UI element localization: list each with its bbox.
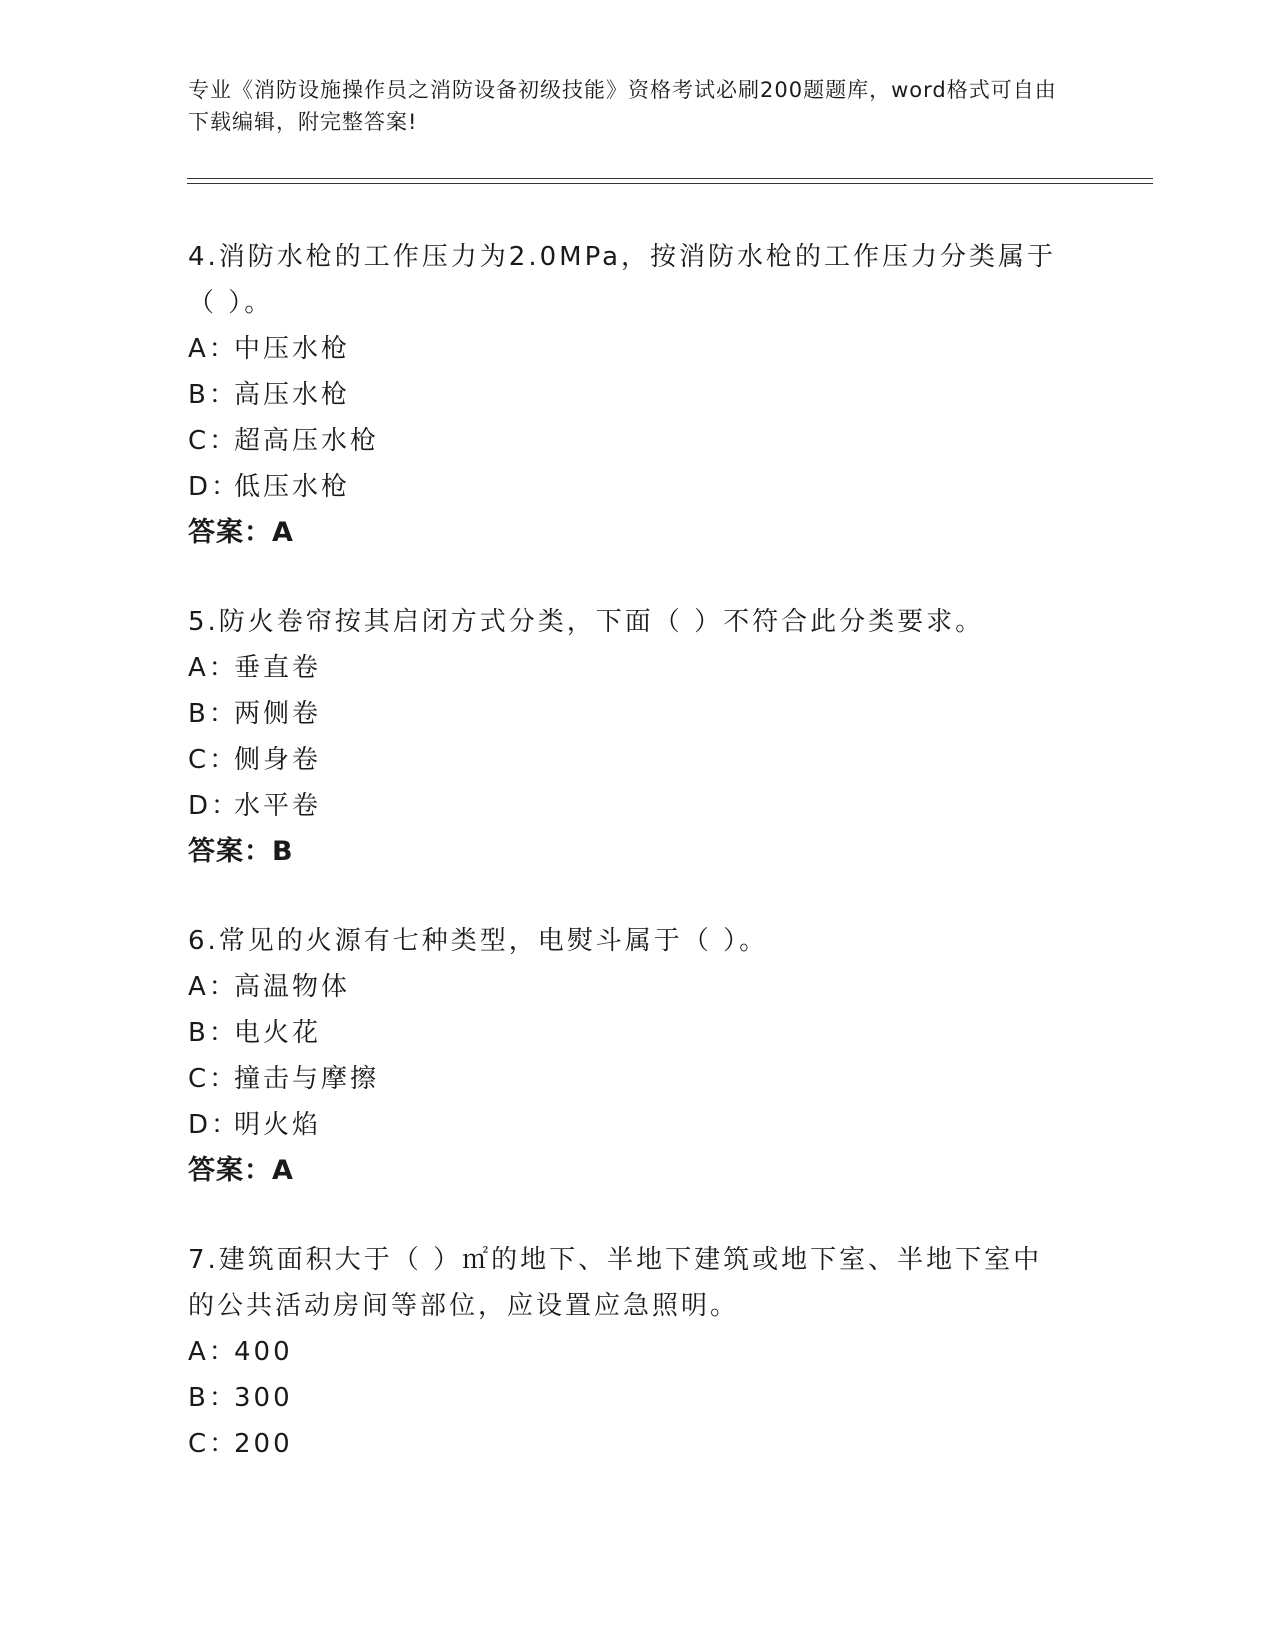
question-stem: 6.常见的火源有七种类型，电熨斗属于（ ）。	[188, 926, 769, 956]
option-text: 400	[234, 1337, 293, 1367]
option-text: 明火焰	[234, 1110, 322, 1140]
option-key: B：	[188, 699, 238, 729]
option-c	[188, 418, 1068, 464]
option-key: D：	[188, 791, 241, 821]
option-key: C：	[188, 1429, 239, 1459]
option-key: A：	[188, 334, 238, 364]
option-key: D：	[188, 472, 241, 502]
option-text: 高温物体	[234, 972, 351, 1002]
answer-line: 答案：A	[188, 517, 294, 548]
option-b	[188, 372, 1068, 418]
question-stem: 4.消防水枪的工作压力为2.0MPa，按消防水枪的工作压力分类属于（ ）。	[188, 242, 1057, 318]
option-text: 两侧卷	[234, 699, 322, 729]
option-a	[188, 326, 1068, 372]
option-key: B：	[188, 380, 238, 410]
option-key: C：	[188, 745, 239, 775]
answer-line: 答案：A	[188, 1155, 294, 1186]
option-text: 低压水枪	[234, 472, 351, 502]
question-4	[188, 234, 1068, 556]
option-key: C：	[188, 426, 239, 456]
option-c	[188, 1421, 1068, 1467]
option-text: 电火花	[234, 1018, 322, 1048]
option-key: B：	[188, 1383, 238, 1413]
option-text: 撞击与摩擦	[234, 1064, 380, 1094]
option-text: 侧身卷	[234, 745, 322, 775]
option-a	[188, 964, 1068, 1010]
option-d	[188, 783, 1068, 829]
option-text: 超高压水枪	[234, 426, 380, 456]
option-c	[188, 737, 1068, 783]
option-d	[188, 464, 1068, 510]
option-a	[188, 645, 1068, 691]
option-b	[188, 691, 1068, 737]
option-key: B：	[188, 1018, 238, 1048]
option-key: A：	[188, 1337, 238, 1367]
header-divider-bottom	[187, 183, 1153, 184]
document-header: 专业《消防设施操作员之消防设备初级技能》资格考试必刷200题题库，word格式可自由下载编辑，附完整答案!	[188, 78, 1057, 134]
option-key: C：	[188, 1064, 239, 1094]
answer-line: 答案：B	[188, 836, 294, 867]
option-d	[188, 1102, 1068, 1148]
option-key: A：	[188, 972, 238, 1002]
option-text: 垂直卷	[234, 653, 322, 683]
option-b	[188, 1010, 1068, 1056]
option-key: A：	[188, 653, 238, 683]
question-stem: 5.防火卷帘按其启闭方式分类，下面（ ）不符合此分类要求。	[188, 607, 985, 637]
header-divider-top	[187, 178, 1153, 179]
option-text: 高压水枪	[234, 380, 351, 410]
question-5	[188, 599, 1068, 875]
option-text: 中压水枪	[234, 334, 351, 364]
option-text: 水平卷	[234, 791, 322, 821]
question-6	[188, 918, 1068, 1194]
option-c	[188, 1056, 1068, 1102]
question-7	[188, 1237, 1068, 1467]
option-b	[188, 1375, 1068, 1421]
option-a	[188, 1329, 1068, 1375]
option-text: 300	[234, 1383, 293, 1413]
option-text: 200	[234, 1429, 293, 1459]
option-key: D：	[188, 1110, 241, 1140]
question-stem: 7.建筑面积大于（ ）㎡的地下、半地下建筑或地下室、半地下室中的公共活动房间等部位，应设置应急照明。	[188, 1245, 1043, 1321]
